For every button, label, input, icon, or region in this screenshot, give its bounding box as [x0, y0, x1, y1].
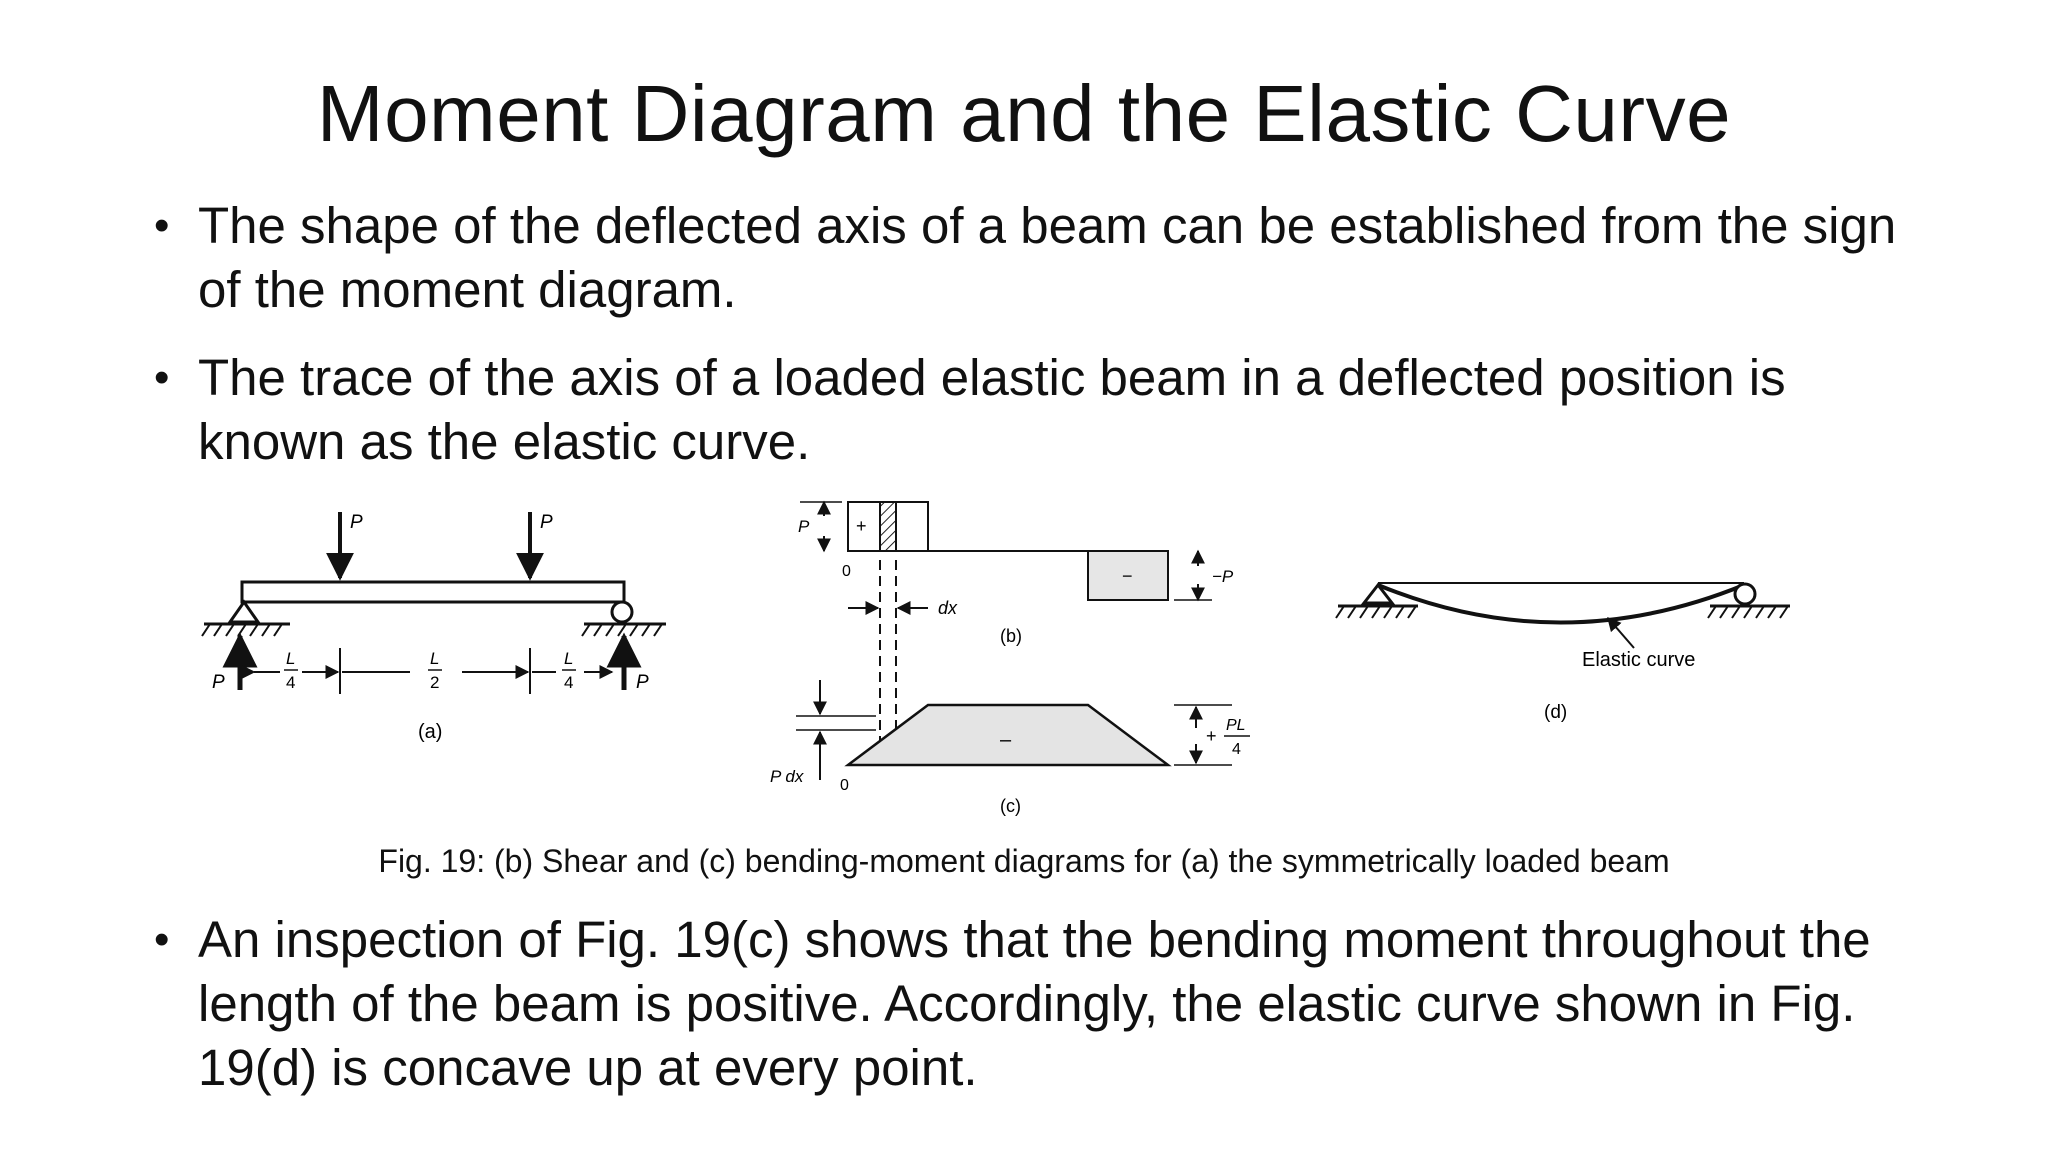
shear-plus-sign: +	[856, 516, 867, 536]
shear-pos-value: P	[798, 517, 810, 536]
shear-neg-value: −P	[1212, 567, 1234, 586]
panel-d-elastic-curve	[1336, 583, 1790, 723]
dim-seg1-den: 4	[286, 673, 296, 692]
panel-label-c: (c)	[1000, 796, 1021, 816]
shear-minus-sign: −	[1122, 566, 1133, 586]
load-label-right: P	[540, 512, 553, 533]
moment-plus-sign: +	[1206, 726, 1217, 746]
panel-a-beam	[202, 512, 666, 743]
roller-support-icon	[612, 602, 632, 622]
figure-caption: Fig. 19: (b) Shear and (c) bending-moment diagrams for (a) the symmetrically loaded beam	[378, 843, 1670, 879]
bullet-dot-icon: •	[154, 353, 170, 402]
elastic-curve-label: Elastic curve	[1582, 649, 1696, 671]
bullet-dot-icon: •	[154, 915, 170, 964]
dim-seg3-num: L	[564, 649, 574, 668]
dx-label: dx	[938, 598, 958, 618]
roller-support-icon	[1735, 584, 1755, 604]
pin-support-icon	[230, 602, 258, 622]
panel-label-a: (a)	[418, 721, 443, 743]
moment-pl-num: PL	[1226, 717, 1246, 734]
dim-seg2-num: L	[430, 649, 440, 668]
shear-dx-strip	[880, 502, 896, 551]
bullet-3-text: An inspection of Fig. 19(c) shows that the bending moment throughout the length of the beam is positive. Accordingly, the elastic curve shown in Fig. 19(d) is concave up at every point.	[198, 911, 1871, 1096]
dim-seg3-den: 4	[564, 673, 574, 692]
moment-zero-label: 0	[840, 777, 849, 794]
reaction-label-left: P	[212, 672, 225, 693]
figure-19	[0, 490, 2048, 830]
moment-sign: –	[1000, 729, 1012, 751]
panel-label-d: (d)	[1544, 702, 1568, 723]
bullet-dot-icon: •	[154, 201, 170, 250]
dim-seg2-den: 2	[430, 673, 440, 692]
shear-zero-label: 0	[842, 563, 851, 580]
load-label-left: P	[350, 512, 363, 533]
pdx-label: P dx	[770, 767, 804, 786]
slide-title: Moment Diagram and the Elastic Curve	[316, 69, 1732, 158]
bullet-1-text: The shape of the deflected axis of a beam can be established from the sign of the moment diagram.	[198, 197, 1897, 318]
bullet-2-text: The trace of the axis of a loaded elastic beam in a deflected position is known as the elastic curve.	[198, 349, 1786, 470]
reaction-label-right: P	[636, 672, 649, 693]
leader-arrow	[1608, 618, 1634, 648]
panel-c-moment-diagram	[770, 680, 1250, 816]
panel-label-b: (b)	[1000, 626, 1022, 646]
moment-pl-den: 4	[1232, 741, 1241, 758]
elastic-curve	[1378, 585, 1744, 623]
beam	[242, 582, 624, 602]
dim-seg1-num: L	[286, 649, 296, 668]
